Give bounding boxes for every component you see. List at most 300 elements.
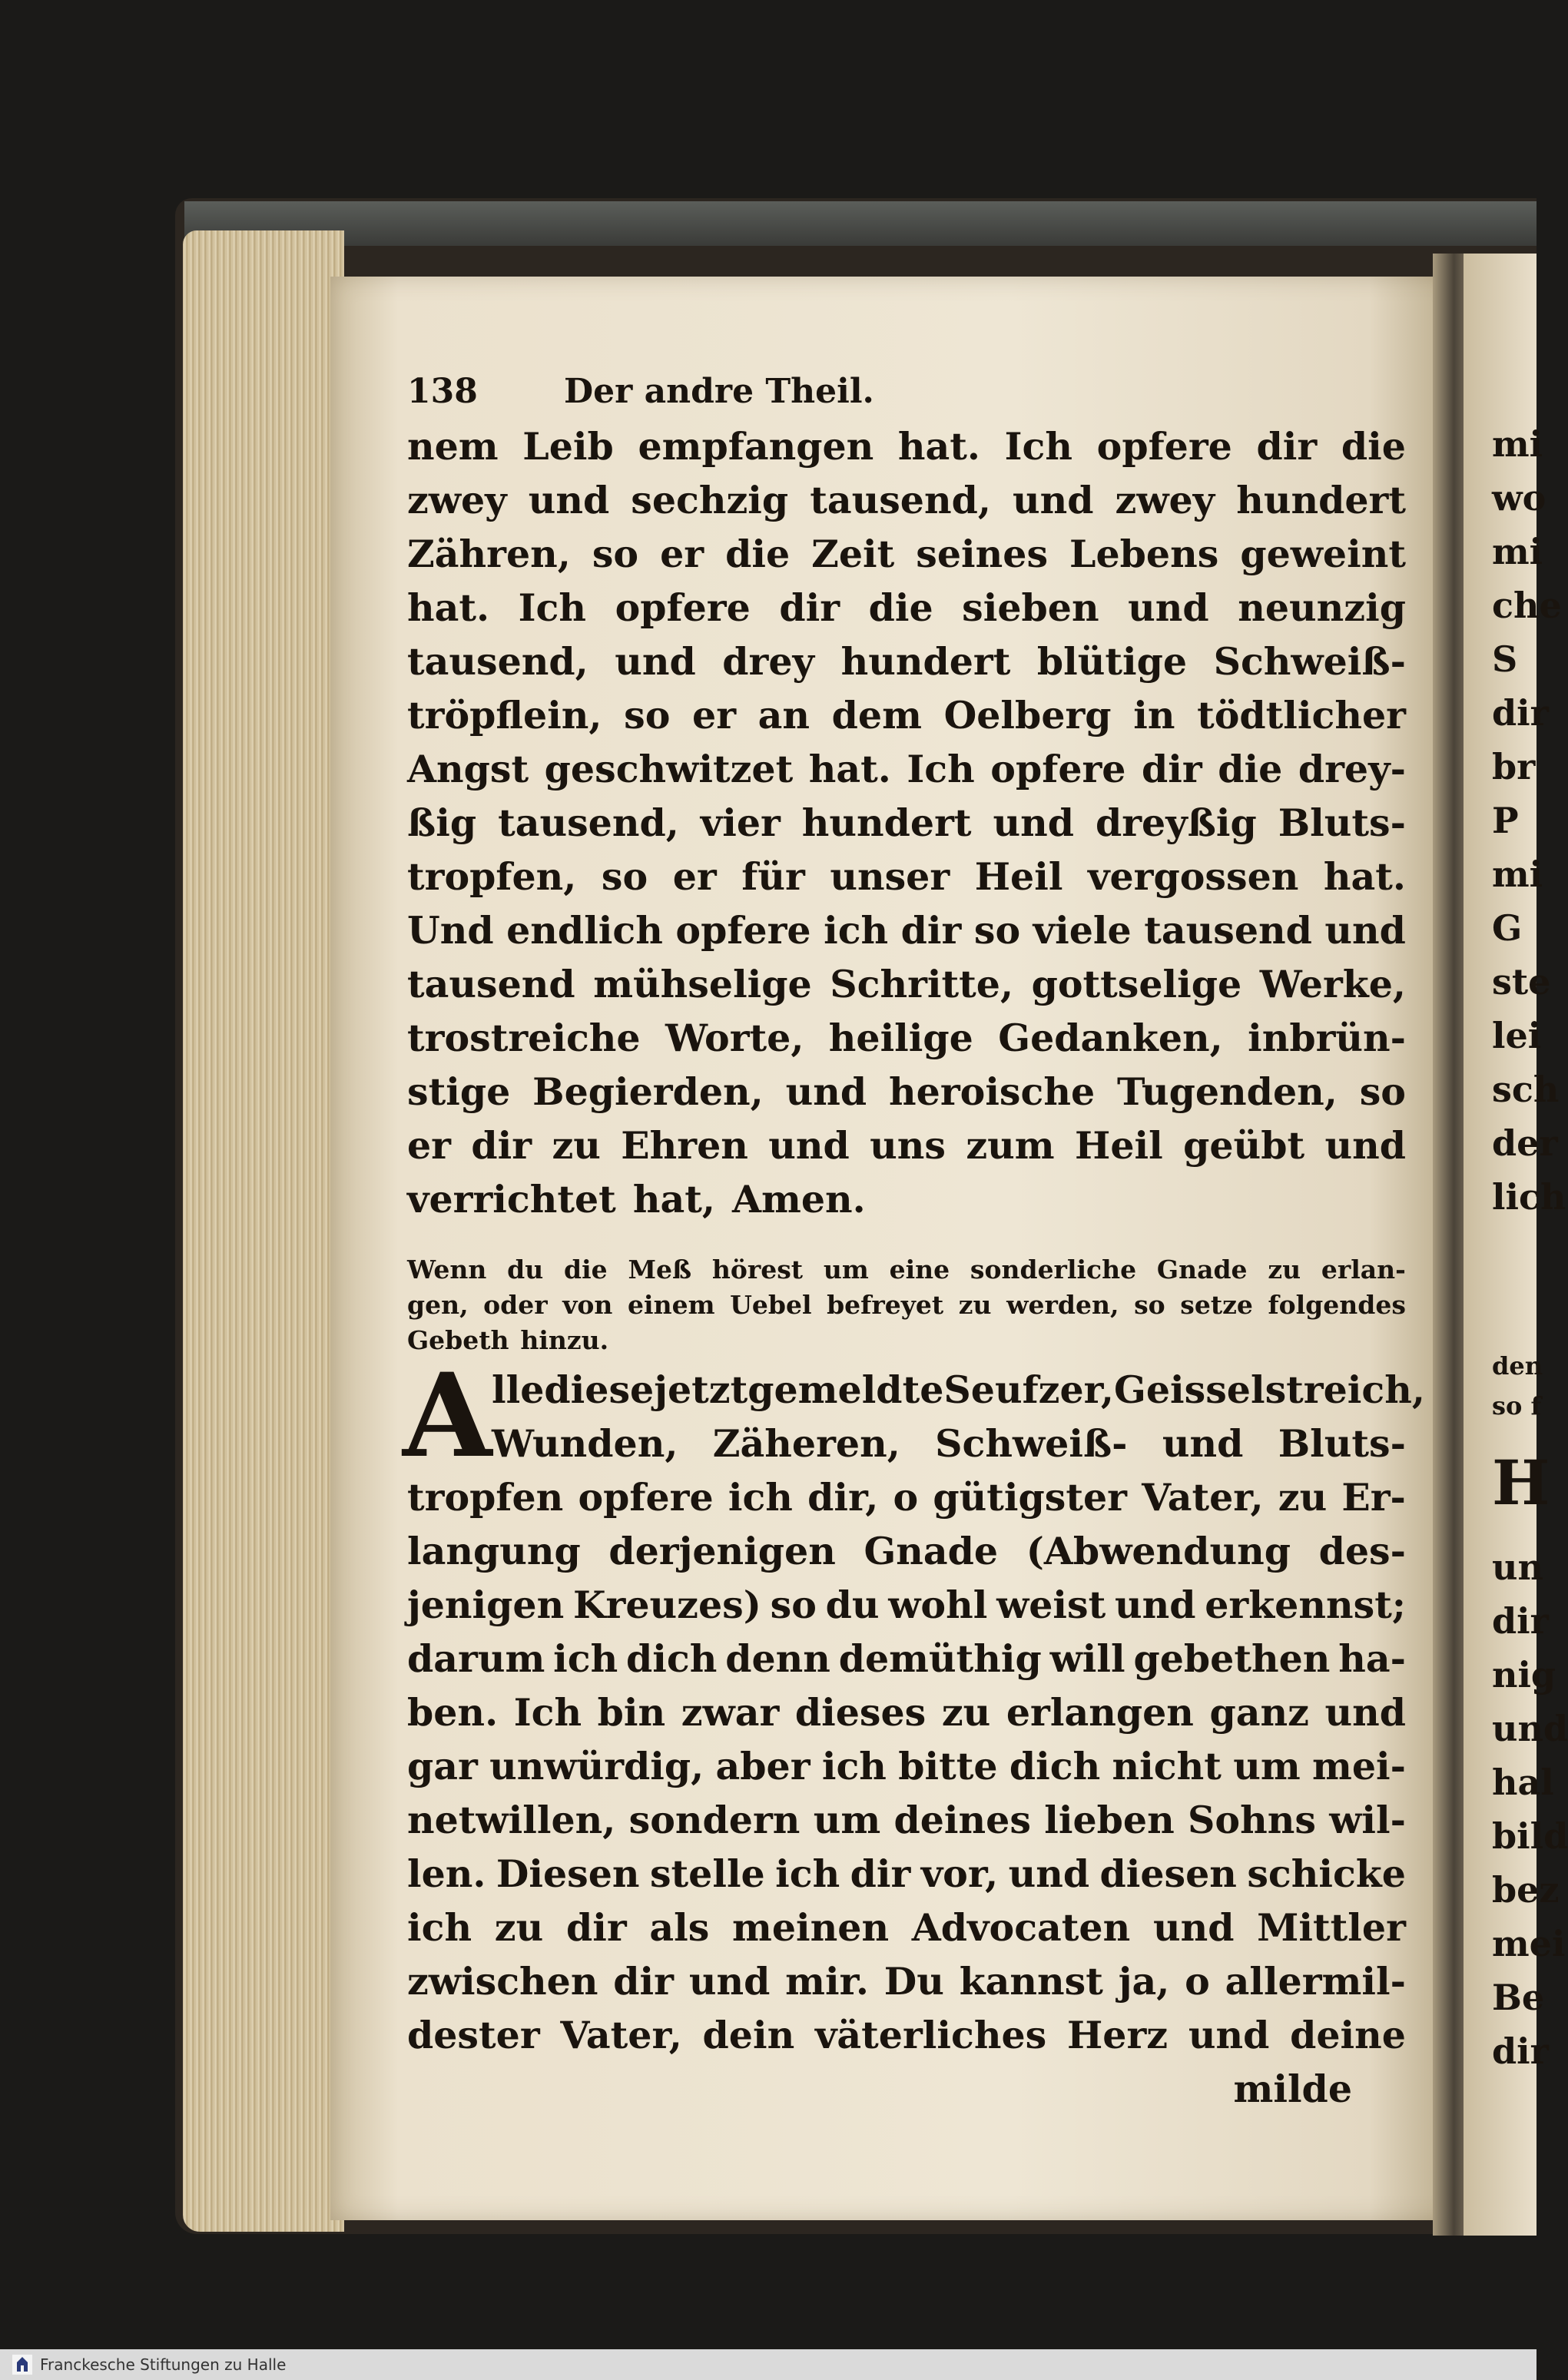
text-line <box>407 1524 1406 1578</box>
next-page-fragment: lich <box>1492 1176 1566 1218</box>
word: und <box>1128 585 1209 630</box>
word: tröpflein, <box>407 693 602 738</box>
book-top-edge <box>184 201 1537 246</box>
word: dir <box>613 1959 674 2004</box>
word: und <box>1324 1690 1406 1735</box>
next-page-fragment: dir <box>1492 692 1549 734</box>
text-line <box>407 1119 1406 1172</box>
running-head: Der andre Theil. <box>563 372 874 411</box>
word: geübt <box>1183 1123 1305 1168</box>
word: von <box>562 1290 613 1320</box>
catchword: milde <box>1233 2067 1352 2111</box>
word: bin <box>597 1690 666 1735</box>
text-line <box>407 1632 1406 1686</box>
word: Schritte, <box>830 962 1014 1006</box>
word: und <box>528 478 610 522</box>
text-line <box>407 1065 1406 1119</box>
word: Vater, <box>560 2013 682 2057</box>
word: erlan- <box>1321 1255 1406 1284</box>
page-text <box>403 369 1425 2116</box>
word: des- <box>1318 1529 1406 1573</box>
word: Werke, <box>1259 962 1406 1006</box>
next-page-fragment: wo <box>1492 477 1546 519</box>
word: mir. <box>785 1959 869 2004</box>
word: allermil- <box>1225 1959 1406 2004</box>
word: erlangen <box>1006 1690 1194 1735</box>
word: eine <box>889 1255 950 1284</box>
word: tödtlicher <box>1197 693 1406 738</box>
word: dester <box>407 2013 540 2057</box>
next-page-fragment: den <box>1492 1351 1543 1381</box>
next-page-fragment: G <box>1492 907 1523 949</box>
text-line <box>407 1578 1406 1632</box>
word: dich <box>1009 1744 1101 1788</box>
institution-logo-icon <box>12 2355 32 2375</box>
word: zu <box>552 1123 601 1168</box>
word: viele <box>1033 908 1132 953</box>
word: o <box>1185 1959 1210 2004</box>
word: er <box>407 1123 451 1168</box>
word: Worte, <box>665 1016 804 1060</box>
word: lle <box>492 1367 545 1412</box>
word: darum <box>407 1636 545 1681</box>
next-page-fragment: mi <box>1492 531 1543 572</box>
word: tropfen <box>407 1475 564 1520</box>
word: tropfen, <box>407 854 577 899</box>
next-page-fragment: bez <box>1492 1869 1560 1911</box>
word: zu <box>941 1690 991 1735</box>
word: Tugenden, <box>1117 1069 1338 1114</box>
word: Zäheren, <box>712 1421 900 1466</box>
word: Bluts- <box>1278 1421 1406 1466</box>
word: Wunden, <box>492 1421 678 1466</box>
text-line <box>407 1901 1406 1954</box>
word: (Abwendung <box>1026 1529 1291 1573</box>
word: oder <box>483 1290 548 1320</box>
word: Herz <box>1066 2013 1169 2057</box>
word: die <box>1218 747 1283 791</box>
word: zu <box>494 1905 544 1950</box>
word: Gnade <box>864 1529 999 1573</box>
word: opfere <box>1096 424 1232 469</box>
institution-name: Franckesche Stiftungen zu Halle <box>40 2355 287 2374</box>
text-line <box>407 742 1406 796</box>
word: er <box>692 693 737 738</box>
word: derjenigen <box>608 1529 836 1573</box>
word: Heil <box>1075 1123 1163 1168</box>
text-line <box>407 796 1406 850</box>
word: ich <box>821 1744 887 1788</box>
word: ha- <box>1338 1636 1406 1681</box>
word: die <box>1341 424 1406 469</box>
word: Sohns <box>1188 1798 1316 1842</box>
text-line <box>407 1739 1406 1793</box>
word: für <box>741 854 805 899</box>
word: Gebeth <box>407 1325 509 1355</box>
word: hörest <box>711 1255 804 1284</box>
word: und <box>615 639 696 684</box>
word: unwürdig, <box>489 1744 704 1788</box>
word: werden, <box>1006 1290 1119 1320</box>
word: dir <box>565 1905 627 1950</box>
word: um <box>823 1255 869 1284</box>
footer-bar <box>0 2349 1537 2380</box>
word: ganz <box>1209 1690 1309 1735</box>
next-page-fragment: mei <box>1492 1923 1566 1964</box>
word: trostreiche <box>407 1016 641 1060</box>
word: kannst <box>959 1959 1103 2004</box>
word: meinen <box>732 1905 890 1950</box>
next-page-fragment: un <box>1492 1546 1543 1588</box>
text-line <box>407 688 1406 742</box>
word: so <box>1134 1290 1165 1320</box>
word: endlich <box>506 908 663 953</box>
word: und <box>1324 1123 1406 1168</box>
next-page-fragment: che <box>1492 585 1562 626</box>
word: hundert <box>801 801 972 845</box>
word: diese <box>544 1367 655 1412</box>
text-line <box>407 1323 1406 1358</box>
word: zwar <box>681 1690 780 1735</box>
text-line <box>407 1011 1406 1065</box>
word: vier <box>700 801 781 845</box>
word: weist <box>996 1583 1106 1627</box>
body-paragraph <box>407 419 1406 1226</box>
word: Amen. <box>731 1177 866 1221</box>
word: gebethen <box>1133 1636 1331 1681</box>
word: dir <box>850 1851 911 1896</box>
word: heroische <box>889 1069 1096 1114</box>
word: Schweiß- <box>935 1421 1128 1466</box>
text-line <box>407 1363 1425 1417</box>
word: erkennst; <box>1205 1583 1406 1627</box>
word: Und <box>407 908 494 953</box>
text-line <box>407 527 1406 581</box>
text-line <box>407 1417 1406 1470</box>
word: deines <box>893 1798 1031 1842</box>
text-line <box>407 1847 1406 1901</box>
word: Er- <box>1341 1475 1406 1520</box>
text-line <box>407 635 1406 688</box>
word: aber <box>715 1744 811 1788</box>
word: hundert <box>1236 478 1406 522</box>
text-line <box>407 1793 1406 1847</box>
word: ßig <box>407 801 477 845</box>
word: setze <box>1180 1290 1253 1320</box>
next-page-fragment: sch <box>1492 1069 1560 1110</box>
next-page-fragment: der <box>1492 1122 1558 1164</box>
drop-cap-initial: A <box>403 1348 492 1483</box>
word: ja, <box>1118 1959 1170 2004</box>
word: Ehren <box>621 1123 748 1168</box>
next-page-fragment: bild <box>1492 1815 1568 1857</box>
page-header <box>407 369 1068 415</box>
word: die <box>868 585 933 630</box>
word: so <box>592 532 639 576</box>
word: hundert <box>840 639 1011 684</box>
word: stige <box>407 1069 511 1114</box>
word: befreyet <box>827 1290 944 1320</box>
word: mei- <box>1312 1744 1406 1788</box>
word: ich <box>824 908 889 953</box>
word: hat. <box>1323 854 1406 899</box>
word: so <box>601 854 648 899</box>
word: zwey <box>1115 478 1215 522</box>
word: zwey <box>407 478 507 522</box>
word: langung <box>407 1529 581 1573</box>
word: geweint <box>1240 532 1406 576</box>
word: tausend <box>407 962 575 1006</box>
next-page-fragment: Be <box>1492 1977 1545 2018</box>
word: Angst <box>407 747 529 791</box>
word: und <box>1012 478 1094 522</box>
word: opfere <box>615 585 751 630</box>
word: und <box>1152 1905 1235 1950</box>
word: geschwitzet <box>544 747 794 791</box>
word: seines <box>916 532 1049 576</box>
word: Oelberg <box>943 693 1112 738</box>
word: tausend, <box>810 478 991 522</box>
word: dir <box>1142 747 1202 791</box>
word: und <box>1324 908 1406 953</box>
word: Zähren, <box>407 532 571 576</box>
word: len. <box>407 1851 486 1896</box>
word: dreyßig <box>1095 801 1257 845</box>
word: Mittler <box>1257 1905 1406 1950</box>
word: drey <box>722 639 815 684</box>
word: Begierden, <box>532 1069 764 1114</box>
word: sondern <box>628 1798 801 1842</box>
word: dein <box>702 2013 795 2057</box>
word: ben. <box>407 1690 499 1735</box>
word: heilige <box>828 1016 973 1060</box>
word: Uebel <box>730 1290 812 1320</box>
word: schicke <box>1247 1851 1406 1896</box>
word: verrichtet <box>407 1177 616 1221</box>
word: diesen <box>1099 1851 1237 1896</box>
word: zum <box>966 1123 1055 1168</box>
word: um <box>1233 1744 1301 1788</box>
word: zu <box>1268 1255 1301 1284</box>
next-page-fragment: hal <box>1492 1762 1554 1803</box>
text-line <box>407 850 1406 903</box>
word: hat. <box>407 585 490 630</box>
word: Ich <box>907 747 975 791</box>
word: und <box>1162 1421 1244 1466</box>
word: Ich <box>1004 424 1073 469</box>
word: sechzig <box>631 478 789 522</box>
word: gar <box>407 1744 478 1788</box>
word: uns <box>870 1123 946 1168</box>
word: und <box>1188 2013 1270 2057</box>
word: deine <box>1290 2013 1406 2057</box>
word: o <box>893 1475 919 1520</box>
word: die <box>725 532 791 576</box>
word: väterliches <box>814 2013 1047 2057</box>
next-page-fragment: so f <box>1492 1391 1542 1420</box>
text-line <box>407 1288 1406 1323</box>
word: zu <box>958 1290 992 1320</box>
word: er <box>672 854 717 899</box>
text-line <box>407 419 1406 473</box>
word: und <box>785 1069 867 1114</box>
text-line <box>407 2008 1406 2062</box>
word: Heil <box>974 854 1063 899</box>
next-page-fragment: mi <box>1492 423 1543 465</box>
word: neunzig <box>1238 585 1406 630</box>
word: wohl <box>888 1583 988 1627</box>
next-page-fragment: mi <box>1492 854 1543 895</box>
text-line <box>407 581 1406 635</box>
word: Lebens <box>1069 532 1219 576</box>
word: zu <box>1278 1475 1328 1520</box>
word: mühselige <box>593 962 812 1006</box>
word: er <box>660 532 704 576</box>
word: und <box>1115 1583 1196 1627</box>
word: so <box>1359 1069 1406 1114</box>
word: empfangen <box>638 424 874 469</box>
next-page-fragment: P <box>1492 800 1519 841</box>
word: Kreuzes) <box>572 1583 761 1627</box>
word: ich <box>407 1905 472 1950</box>
next-page-fragment: S <box>1492 638 1518 680</box>
word: will <box>1049 1636 1125 1681</box>
word: opfere <box>990 747 1126 791</box>
rubric-instruction <box>407 1252 1406 1358</box>
word: Zeit <box>811 532 895 576</box>
word: du <box>825 1583 880 1627</box>
word: nem <box>407 424 499 469</box>
word: ich <box>728 1475 793 1520</box>
word: dir <box>471 1123 532 1168</box>
word: Geisselstreich, <box>1113 1367 1425 1412</box>
word: nicht <box>1112 1744 1222 1788</box>
word: dir <box>900 908 962 953</box>
text-line <box>407 1252 1406 1288</box>
word: Gnade <box>1156 1255 1248 1284</box>
word: Leib <box>522 424 614 469</box>
page-number: 138 <box>407 372 478 411</box>
word: an <box>757 693 811 738</box>
word: um <box>813 1798 881 1842</box>
word: folgendes <box>1268 1290 1406 1320</box>
word: tausend, <box>498 801 679 845</box>
text-line <box>407 1172 1406 1226</box>
word: so <box>770 1583 817 1627</box>
word: Seufzer, <box>943 1367 1114 1412</box>
word: zwischen <box>407 1959 598 2004</box>
word: Du <box>883 1959 944 2004</box>
word: vor, <box>920 1851 999 1896</box>
word: wil- <box>1329 1798 1406 1842</box>
word: in <box>1133 693 1175 738</box>
word: sieben <box>962 585 1099 630</box>
word: Meß <box>628 1255 692 1284</box>
word: Schweiß- <box>1213 639 1406 684</box>
word: ich <box>775 1851 840 1896</box>
word: dir <box>779 585 840 630</box>
word: Vater, <box>1142 1475 1264 1520</box>
word: lieben <box>1044 1798 1175 1842</box>
next-page-fragment: br <box>1492 746 1536 787</box>
word: hat, <box>632 1177 715 1221</box>
word: Bluts- <box>1278 801 1406 845</box>
text-line <box>407 1470 1406 1524</box>
word: gen, <box>407 1290 469 1320</box>
word: Wenn <box>407 1255 487 1284</box>
word: und <box>993 801 1074 845</box>
word: einem <box>628 1290 715 1320</box>
word: du <box>507 1255 544 1284</box>
word: dem <box>831 693 922 738</box>
word: stelle <box>649 1851 765 1896</box>
word: so <box>624 693 671 738</box>
page-fore-edges <box>183 230 344 2232</box>
word: gütigster <box>933 1475 1127 1520</box>
word: tausend <box>1144 908 1312 953</box>
catchword-line <box>407 2062 1406 2116</box>
next-page-fragment: dir <box>1492 1600 1549 1642</box>
next-page-fragment: ste <box>1492 961 1551 1003</box>
text-line <box>407 473 1406 527</box>
word: unser <box>830 854 950 899</box>
text-line <box>407 1686 1406 1739</box>
word: als <box>649 1905 710 1950</box>
word: dieses <box>794 1690 927 1735</box>
next-page-fragment: dir <box>1492 2030 1549 2072</box>
word: Gedanken, <box>998 1016 1223 1060</box>
word: die <box>564 1255 608 1284</box>
word: Advocaten <box>911 1905 1131 1950</box>
word: und <box>688 1959 771 2004</box>
word: drey- <box>1298 747 1406 791</box>
prayer-paragraph <box>403 1348 1425 2062</box>
word: gottselige <box>1031 962 1242 1006</box>
word: jetztgemeldte <box>654 1367 944 1412</box>
word: dir, <box>807 1475 879 1520</box>
word: dir <box>1256 424 1318 469</box>
word: so <box>973 908 1021 953</box>
next-page-fragment: H <box>1492 1447 1550 1519</box>
next-page-fragment: nig <box>1492 1654 1556 1696</box>
word: Ich <box>518 585 587 630</box>
word: sonderliche <box>970 1255 1137 1284</box>
word: netwillen, <box>407 1798 616 1842</box>
word: tausend, <box>407 639 588 684</box>
word: vergossen <box>1087 854 1299 899</box>
word: Diesen <box>496 1851 640 1896</box>
word: und <box>1008 1851 1090 1896</box>
word: blütige <box>1036 639 1188 684</box>
word: hat. <box>808 747 891 791</box>
word: inbrün- <box>1248 1016 1406 1060</box>
word: denn <box>725 1636 830 1681</box>
word: opfere <box>578 1475 714 1520</box>
next-page-fragment: und <box>1492 1708 1568 1749</box>
word: dich <box>626 1636 718 1681</box>
next-page-fragment: lei <box>1492 1015 1542 1056</box>
word: demüthig <box>838 1636 1042 1681</box>
word: bitte <box>898 1744 998 1788</box>
word: opfere <box>675 908 811 953</box>
word: ich <box>553 1636 618 1681</box>
word: hat. <box>897 424 980 469</box>
word: jenigen <box>407 1583 565 1627</box>
word: hinzu. <box>520 1325 609 1355</box>
text-line <box>407 903 1406 957</box>
word: und <box>768 1123 850 1168</box>
text-line <box>407 1954 1406 2008</box>
